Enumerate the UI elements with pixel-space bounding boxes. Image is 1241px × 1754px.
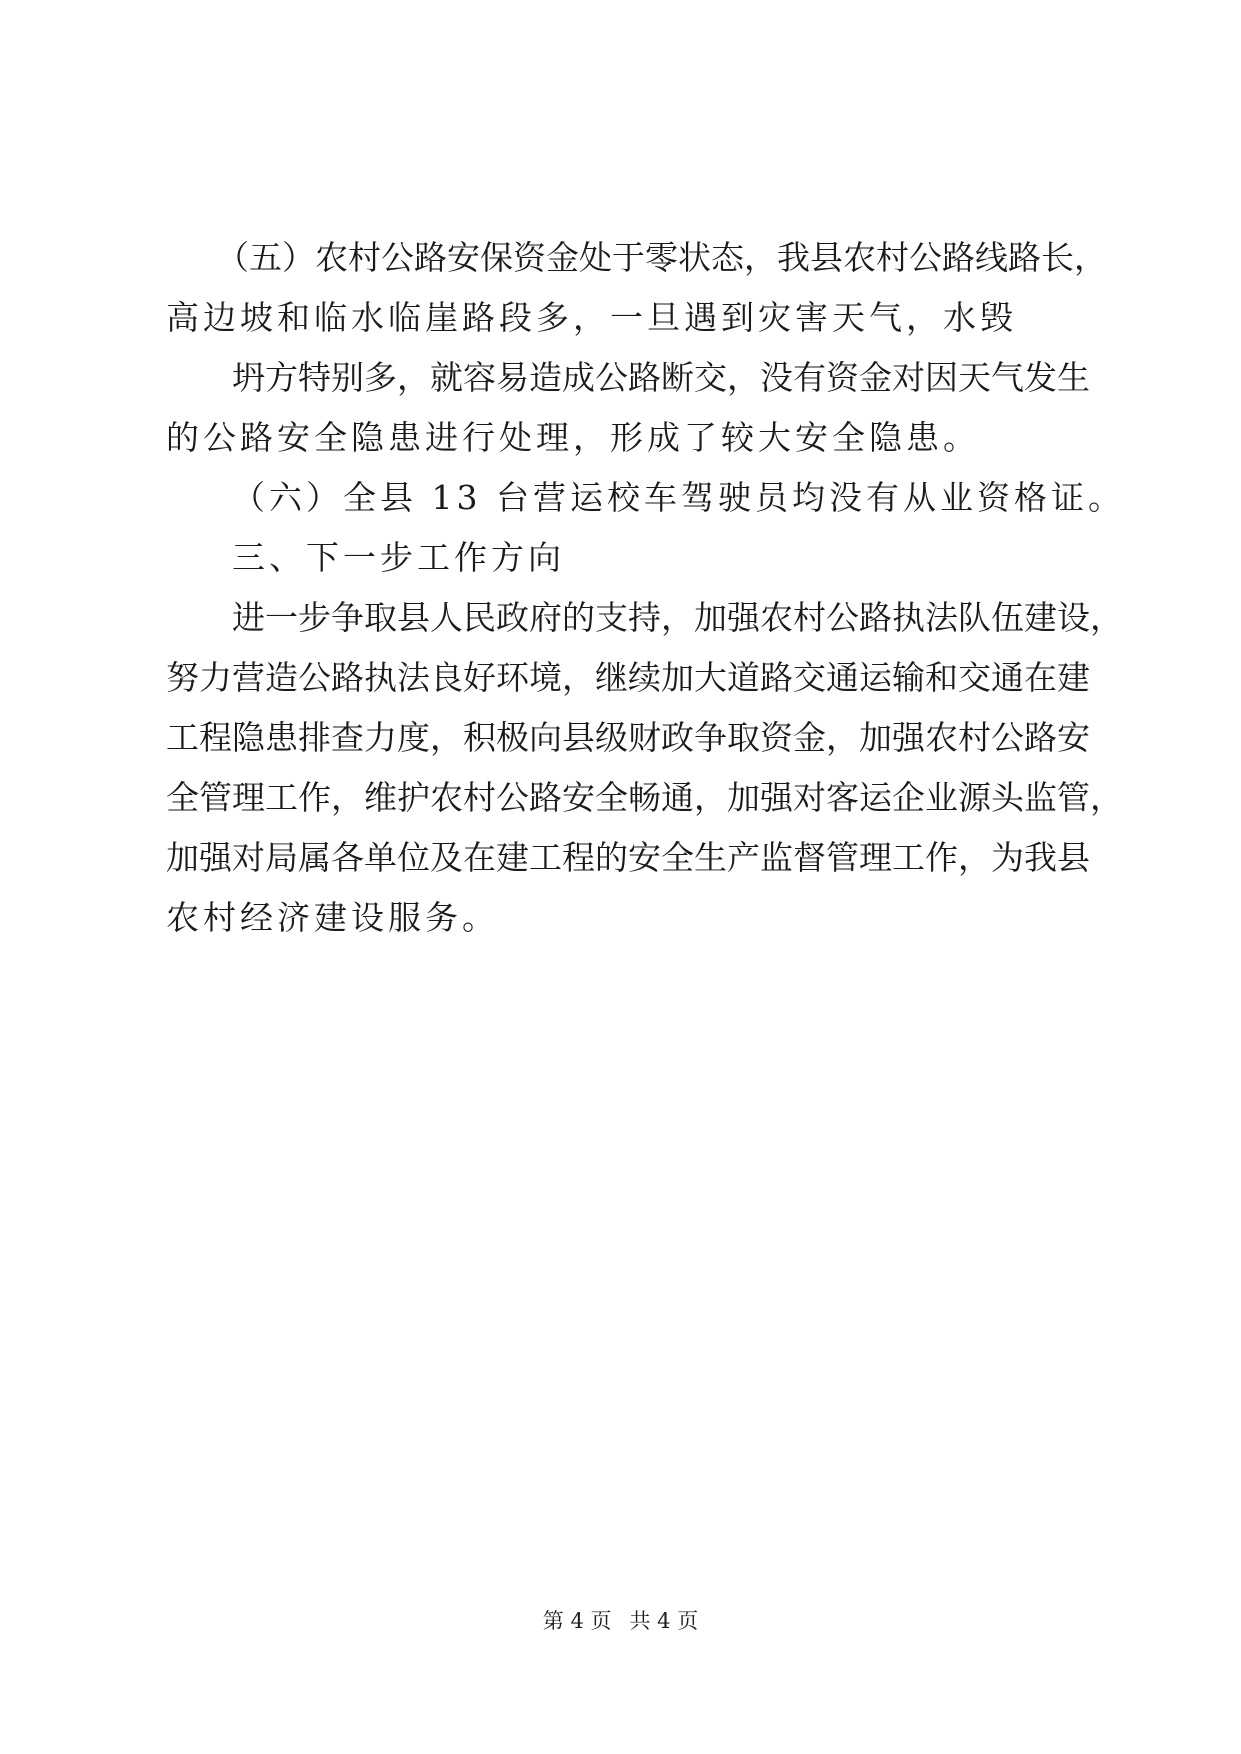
paragraph-5-line-4: 的公路安全隐患进行处理，形成了较大安全隐患。 [166,418,980,457]
paragraph-5-line-3: 坍方特别多，就容易造成公路断交，没有资金对因天气发生 [232,358,1090,397]
section-3-line-1: 进一步争取县人民政府的支持，加强农村公路执法队伍建设， [232,598,1123,637]
section-3-line-4: 全管理工作，维护农村公路安全畅通，加强对客运企业源头监管， [166,778,1123,817]
section-3-heading: 三、下一步工作方向 [232,538,565,577]
page-total: 共 4 页 [629,1609,699,1633]
page-number: 第 4 页 [542,1609,612,1633]
paragraph-5-line-1: （五）农村公路安保资金处于零状态，我县农村公路线路长， [216,238,1107,277]
section-3-line-2: 努力营造公路执法良好环境，继续加大道路交通运输和交通在建 [166,658,1090,697]
page-footer [0,1608,1241,1634]
section-3-line-3: 工程隐患排查力度，积极向县级财政争取资金，加强农村公路安 [166,718,1090,757]
paragraph-6: （六）全县 13 台营运校车驾驶员均没有从业资格证。 [232,478,1125,517]
paragraph-5-line-2: 高边坡和临水临崖路段多，一旦遇到灾害天气，水毁 [166,298,1017,337]
section-3-line-6: 农村经济建设服务。 [166,898,499,937]
section-3-line-5: 加强对局属各单位及在建工程的安全生产监督管理工作，为我县 [166,838,1090,877]
